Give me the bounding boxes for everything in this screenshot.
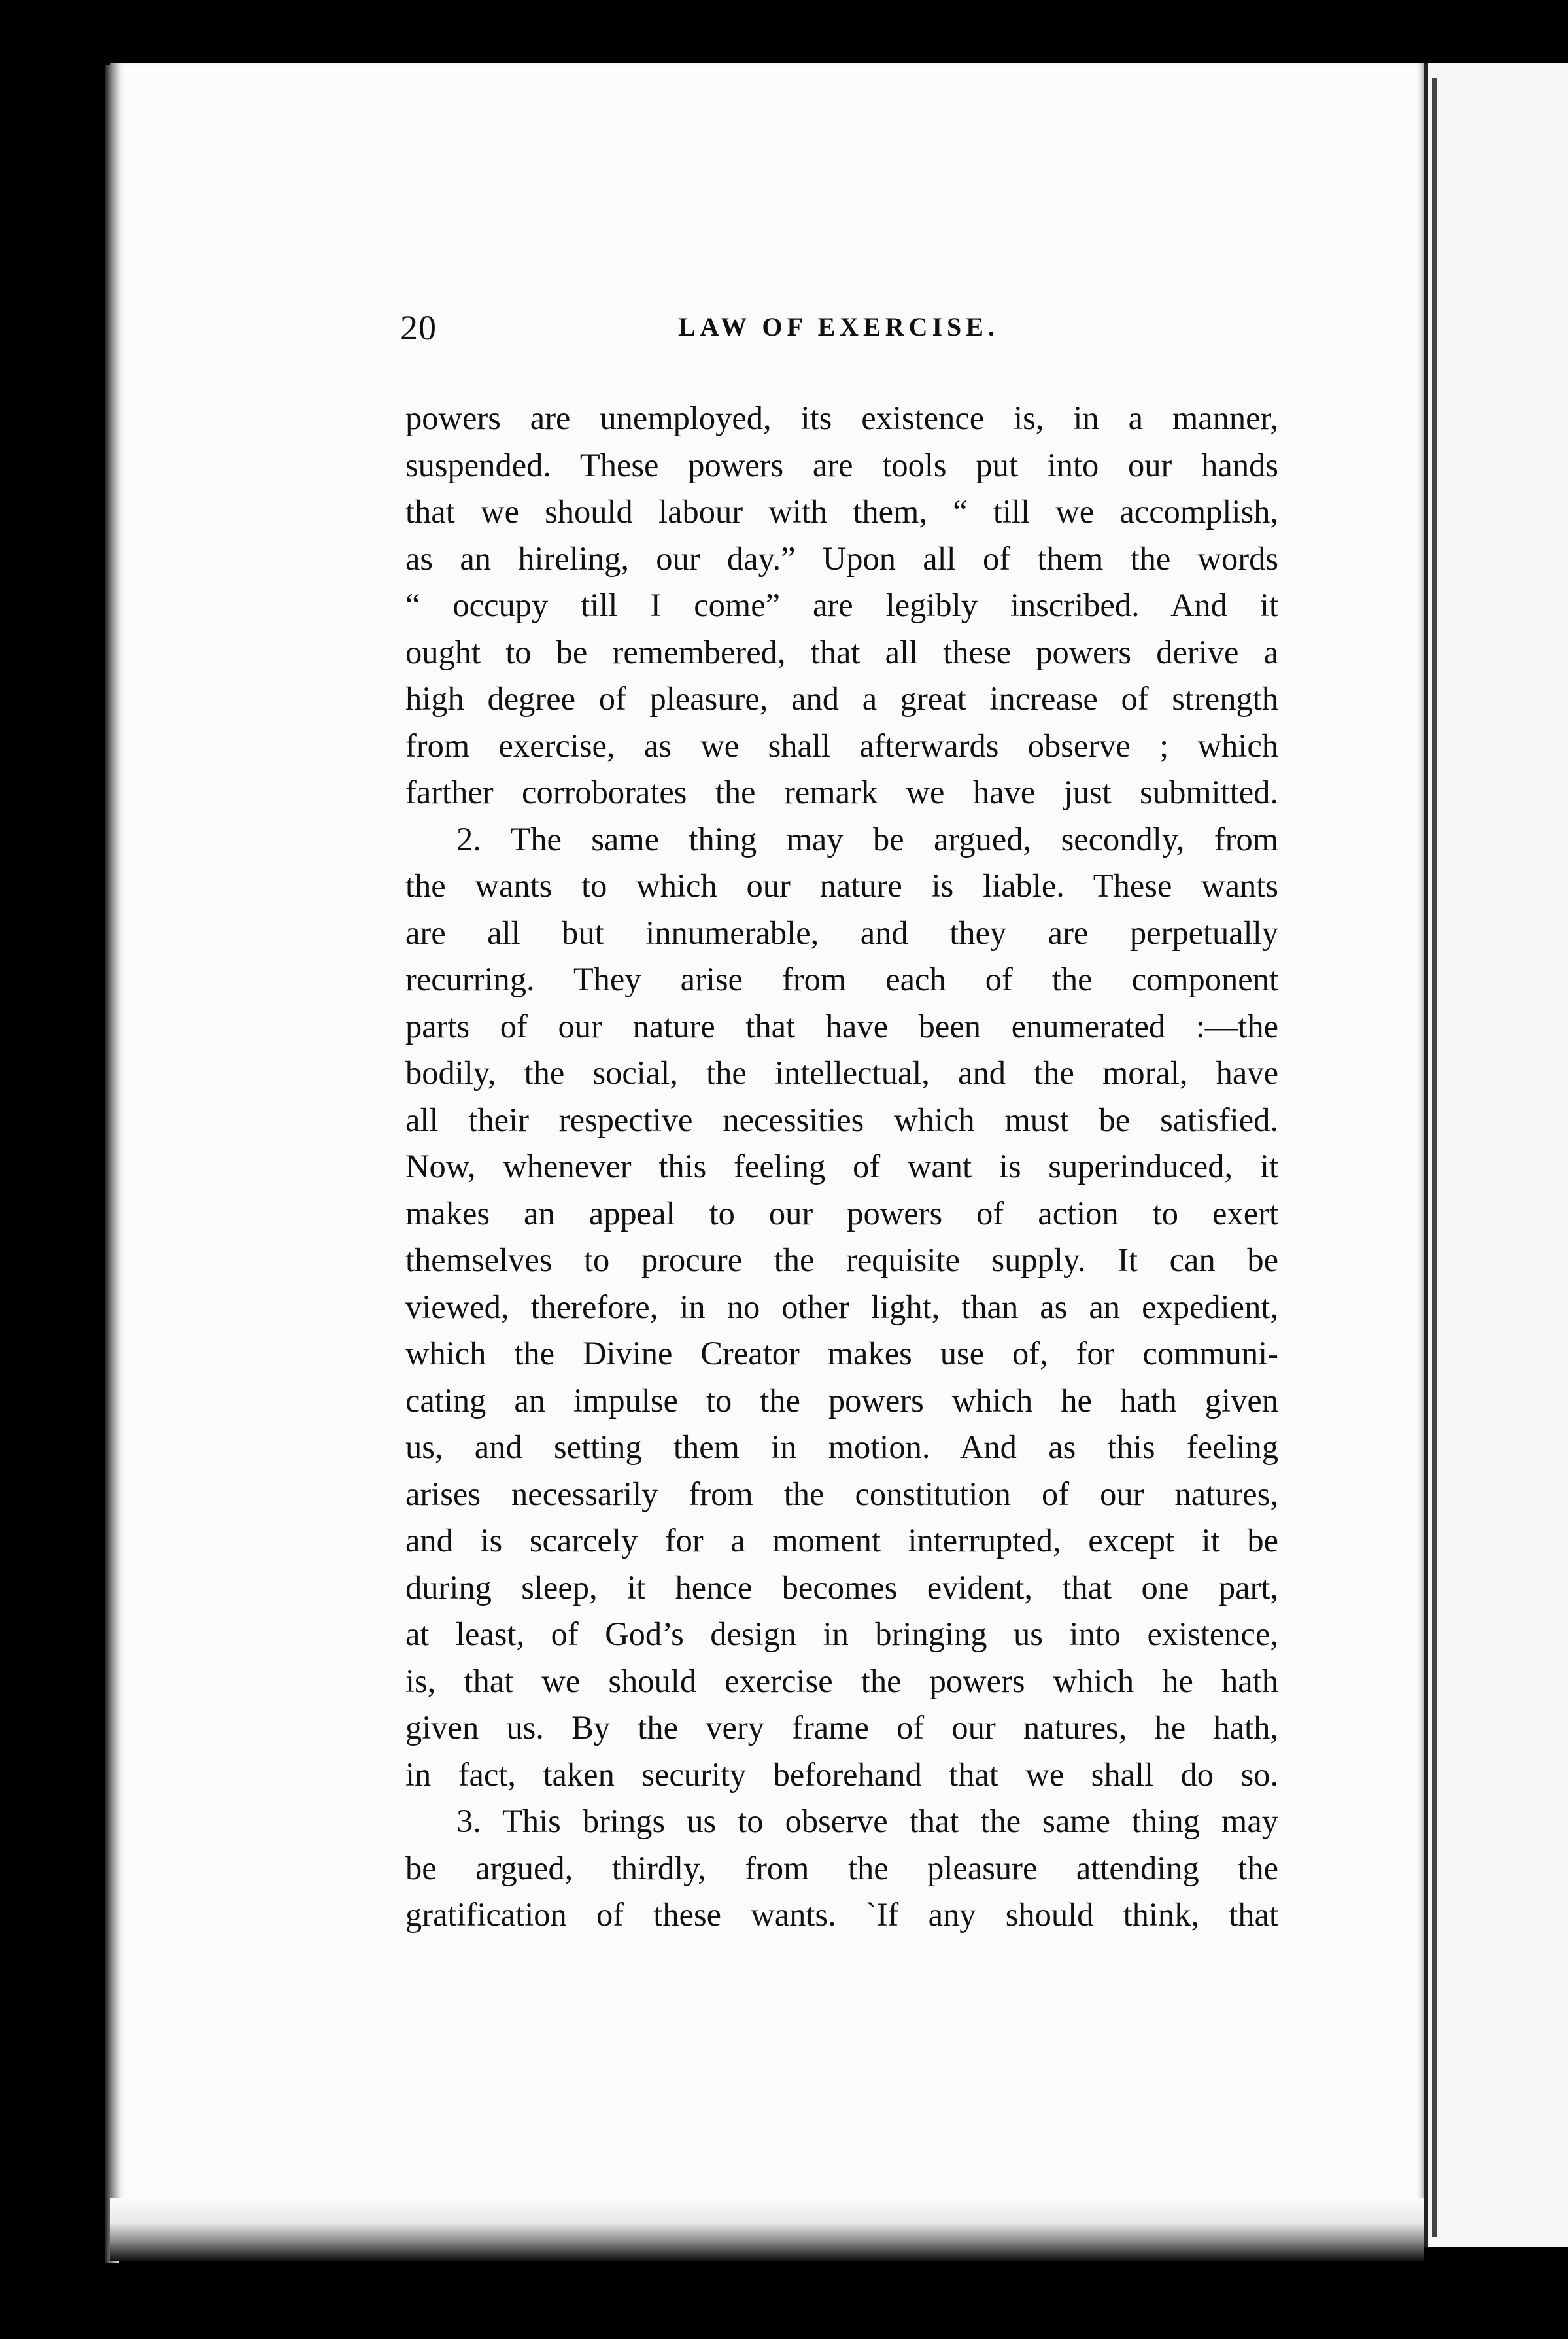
text-line: parts of our nature that have been enumerated :—the [405,1007,1278,1045]
text-line: themselves to procure the requisite supply. It can be [405,1241,1278,1278]
text-line: as an hireling, our day.” Upon all of them the words [405,540,1278,577]
page-binding-edge [105,65,119,2263]
text-line: suspended. These powers are tools put into our hands [405,446,1278,483]
text-line: high degree of pleasure, and a great increase of strength [405,680,1278,717]
text-line: given us. By the very frame of our natures, he hath, [405,1709,1278,1746]
text-line: is, that we should exercise the powers which he hath [405,1662,1278,1699]
text-line: arises necessarily from the constitution of our natures, [405,1475,1278,1512]
page-header [400,307,1303,360]
text-line: in fact, taken security beforehand that we shall do so. [405,1756,1278,1793]
text-line: are all but innumerable, and they are perpetually [405,914,1278,951]
text-line: which the Divine Creator makes use of, for communi- [405,1335,1278,1372]
facing-page-edge [1424,63,1568,2247]
facing-page-gutter [1432,78,1437,2237]
running-head: LAW OF EXERCISE. [678,312,999,341]
text-line: cating an impulse to the powers which he hath given [405,1381,1278,1419]
text-line: the wants to which our nature is liable. These wants [405,867,1278,904]
text-line: that we should labour with them, “ till we accomplish, [405,493,1278,530]
text-line: viewed, therefore, in no other light, than as an expedient, [405,1288,1278,1325]
text-line: “ occupy till I come” are legibly inscribed. And it [405,587,1278,623]
body-text [405,395,1278,1939]
text-line: us, and setting them in motion. And as this feeling [405,1429,1278,1465]
text-line: ought to be remembered, that all these powers derive a [405,633,1278,670]
text-line: recurring. They arise from each of the component [405,961,1278,997]
text-line: and is scarcely for a moment interrupted, except it be [405,1522,1278,1559]
paragraph-start-line: 2. The same thing may be argued, secondly, from [456,820,1278,858]
text-line: at least, of God’s design in bringing us into existence, [405,1616,1278,1652]
page-number: 20 [400,308,437,347]
text-line: gratification of these wants. `If any should think, that [405,1896,1278,1933]
text-line: from exercise, as we shall afterwards observe ; which [405,727,1278,764]
text-line: makes an appeal to our powers of action to exert [405,1194,1278,1232]
text-line: farther corroborates the remark we have just submitted. [405,774,1278,810]
paragraph-start-line: 3. This brings us to observe that the same thing may [456,1803,1278,1839]
text-line: during sleep, it hence becomes evident, that one part, [405,1568,1278,1606]
text-line: bodily, the social, the intellectual, and the moral, have [405,1054,1278,1091]
text-line: Now, whenever this feeling of want is superinduced, it [405,1148,1278,1185]
text-line: powers are unemployed, its existence is, in a manner, [405,400,1278,436]
text-line: all their respective necessities which must be satisfied. [405,1101,1278,1138]
text-line: be argued, thirdly, from the pleasure attending the [405,1849,1278,1886]
page-bottom-edge [110,2198,1424,2261]
